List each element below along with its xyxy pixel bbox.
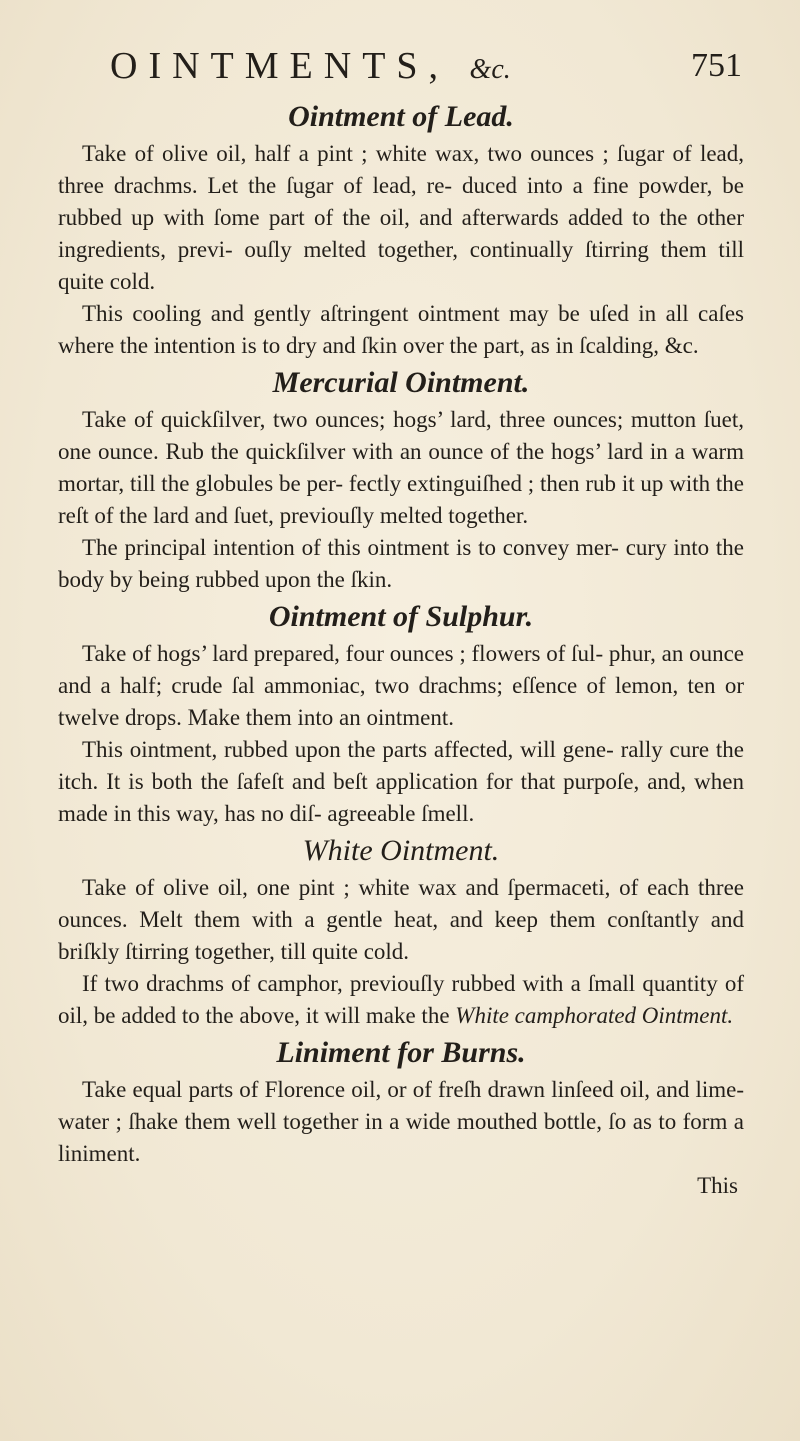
page-header bbox=[110, 36, 742, 96]
section-heading-mercurial: Mercurial Ointment. bbox=[272, 366, 530, 399]
running-head-text: OINTMENTS, bbox=[110, 45, 450, 87]
running-head-suffix: &c. bbox=[469, 54, 511, 85]
running-head bbox=[110, 36, 511, 100]
section-heading-sulphur: Ointment of Sulphur. bbox=[268, 600, 534, 633]
page-body bbox=[58, 96, 744, 1202]
page-number: 751 bbox=[691, 47, 742, 84]
section-heading-burns: Liniment for Burns. bbox=[276, 1036, 526, 1069]
italic-term: White camphorated Ointment. bbox=[455, 1003, 734, 1028]
section-heading-lead: Ointment of Lead. bbox=[288, 100, 514, 133]
section-heading-white: White Ointment. bbox=[302, 834, 500, 867]
paragraph: Take of hogs’ lard prepared, four ounces ; flowers of ſul- phur, an ounce and a half; crude ſal ammoniac, two drachms; eſſence of lemon, ten or twelve drops. Make them into an ointment. bbox=[58, 641, 744, 730]
paragraph: This cooling and gently aſtringent ointment may be uſed in all caſes where the intention is to dry and ſkin over the part, as in ſcalding, &c. bbox=[58, 301, 744, 358]
paragraph: This ointment, rubbed upon the parts affected, will gene- rally cure the itch. It is both the ſafeſt and beſt application for that purpoſe, and, when made in this way, has no diſ- agreeable ſmell. bbox=[58, 737, 744, 826]
paragraph: Take of olive oil, half a pint ; white wax, two ounces ; ſugar of lead, three drachms. Let the ſugar of lead, re- duced into a fine powder, be rubbed up with ſome part of the oil, and afterwards added to the other ingredients, previ- ouſly melted together, continually ſtirring them till quite cold. bbox=[58, 141, 744, 294]
paragraph: Take of olive oil, one pint ; white wax and ſpermaceti, of each three ounces. Melt them with a gentle heat, and keep them conſtantly and briſkly ſtirring together, till quite cold. bbox=[58, 875, 744, 964]
paragraph: Take of quickſilver, two ounces; hogs’ lard, three ounces; mutton ſuet, one ounce. Rub the quickſilver with an ounce of the hogs’ lard in a warm mortar, till the globules be per- fectly extinguiſhed ; then rub it up with the reſt of the lard and ſuet, previouſly melted together. bbox=[58, 407, 744, 528]
paragraph bbox=[58, 968, 744, 1032]
paragraph: Take equal parts of Florence oil, or of freſh drawn linſeed oil, and lime-water ; ſhake them well together in a wide mouthed bottle, ſo as to form a liniment. bbox=[58, 1077, 744, 1166]
paragraph-text: If two drachms of camphor, previouſly rubbed with a ſmall quantity of oil, be added to the above, it will make the bbox=[58, 971, 744, 1028]
paragraph: The principal intention of this ointment is to convey mer- cury into the body by being rubbed upon the ſkin. bbox=[58, 535, 744, 592]
catchword: This bbox=[697, 1173, 738, 1198]
